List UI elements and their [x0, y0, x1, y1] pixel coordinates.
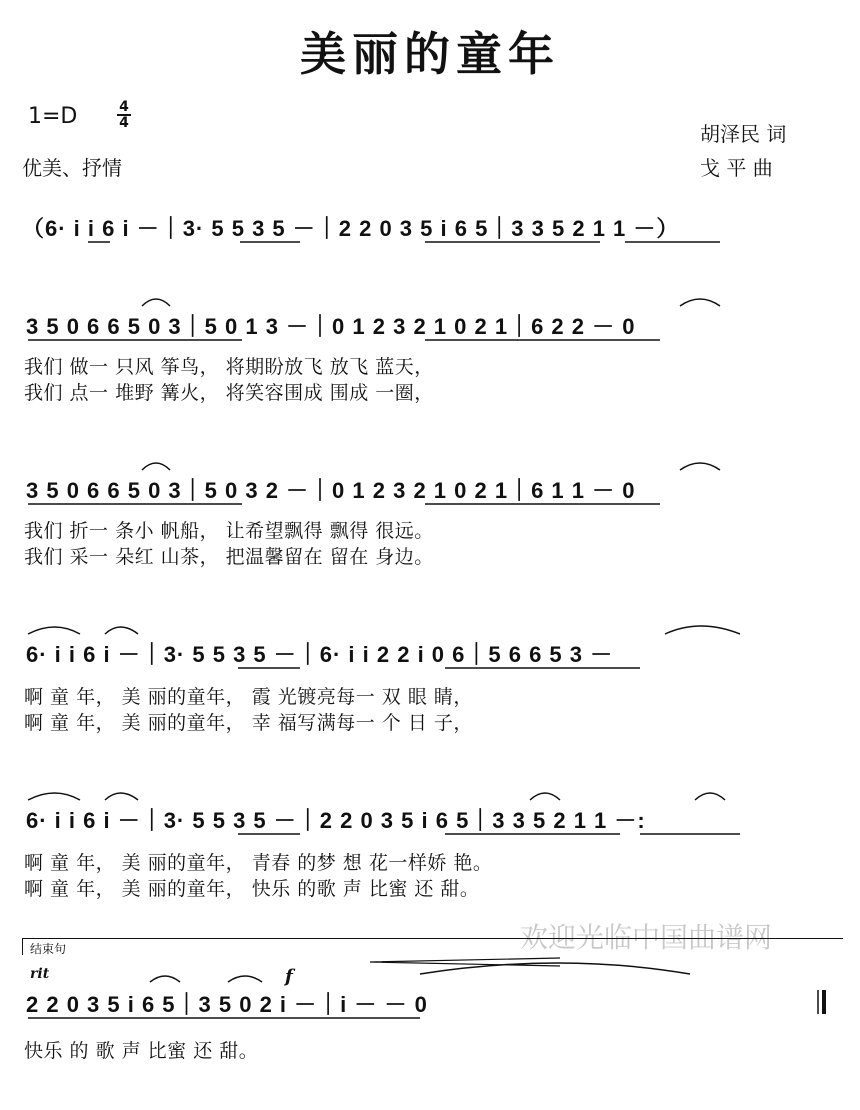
lyric-line: 啊 童 年， 美 丽的童年， 快乐 的歌 声 比蜜 还 甜。	[24, 878, 480, 900]
slur	[695, 793, 725, 800]
ending-label: 结束句	[30, 942, 67, 956]
music-line: （6· i i 6 i －｜3· 5 5 3 5 －｜2 2 0 3 5 i 6 5｜3 3 5 2 1 1 －）	[22, 216, 680, 241]
music-line: 3 5 0 6 6 5 0 3｜5 0 3 2 －｜0 1 2 3 2 1 0 2 1｜6 1 1 － 0	[26, 478, 636, 503]
dynamic-mark: f	[285, 966, 293, 987]
slur	[665, 626, 740, 634]
lyric-line: 我们 做一 只风 筝鸟， 将期盼放飞 放飞 蓝天，	[24, 356, 434, 378]
slur	[28, 627, 80, 634]
meter-top: 4	[119, 99, 129, 115]
lyric-line: 我们 折一 条小 帆船， 让希望飘得 飘得 很远。	[24, 520, 434, 542]
lyric-line: 我们 采一 朵红 山茶， 把温馨留在 留在 身边。	[24, 546, 434, 568]
tempo-mark: rit	[30, 966, 50, 982]
lyric-line: 啊 童 年， 美 丽的童年， 幸 福写满每一 个 日 子，	[24, 712, 473, 734]
slur	[228, 976, 262, 982]
site-watermark: 欢迎光临中国曲谱网	[520, 921, 773, 954]
expression-style: 优美、抒情	[22, 156, 122, 180]
meter-bottom: 4	[119, 115, 129, 131]
song-title: 美丽的童年	[300, 27, 560, 81]
slur	[142, 299, 170, 306]
slur	[530, 793, 560, 800]
slur	[420, 963, 690, 974]
lyric-line: 快乐 的 歌 声 比蜜 还 甜。	[24, 1040, 259, 1062]
slur	[680, 299, 720, 306]
lyric-line: 啊 童 年， 美 丽的童年， 霞 光镀亮每一 双 眼 睛，	[24, 686, 473, 708]
music-line: 3 5 0 6 6 5 0 3｜5 0 1 3 －｜0 1 2 3 2 1 0 2 1｜6 2 2 － 0	[26, 314, 636, 339]
lyric-line: 啊 童 年， 美 丽的童年， 青春 的梦 想 花一样娇 艳。	[24, 852, 493, 874]
slur	[150, 976, 180, 982]
music-line: 2 2 0 3 5 i 6 5｜3 5 0 2 i －｜i － － 0	[26, 992, 428, 1017]
music-line: 6· i i 6 i －｜3· 5 5 3 5 －｜2 2 0 3 5 i 6 5｜3 3 5 2 1 1 －:	[26, 808, 646, 833]
music-line: 6· i i 6 i －｜3· 5 5 3 5 －｜6· i i 2 2 i 0 6｜5 6 6 5 3 －	[26, 642, 614, 667]
slur	[105, 793, 138, 800]
key-signature: 1=D	[28, 104, 78, 129]
lyric-line: 我们 点一 堆野 篝火， 将笑容围成 围成 一圈，	[24, 382, 434, 404]
slur	[680, 463, 720, 470]
slur	[28, 793, 80, 800]
slur	[142, 463, 170, 470]
lyricist-credit: 胡泽民 词	[700, 122, 787, 146]
slur	[105, 627, 138, 634]
decrescendo-hairpin	[370, 958, 560, 966]
composer-credit: 戈 平 曲	[700, 156, 773, 180]
